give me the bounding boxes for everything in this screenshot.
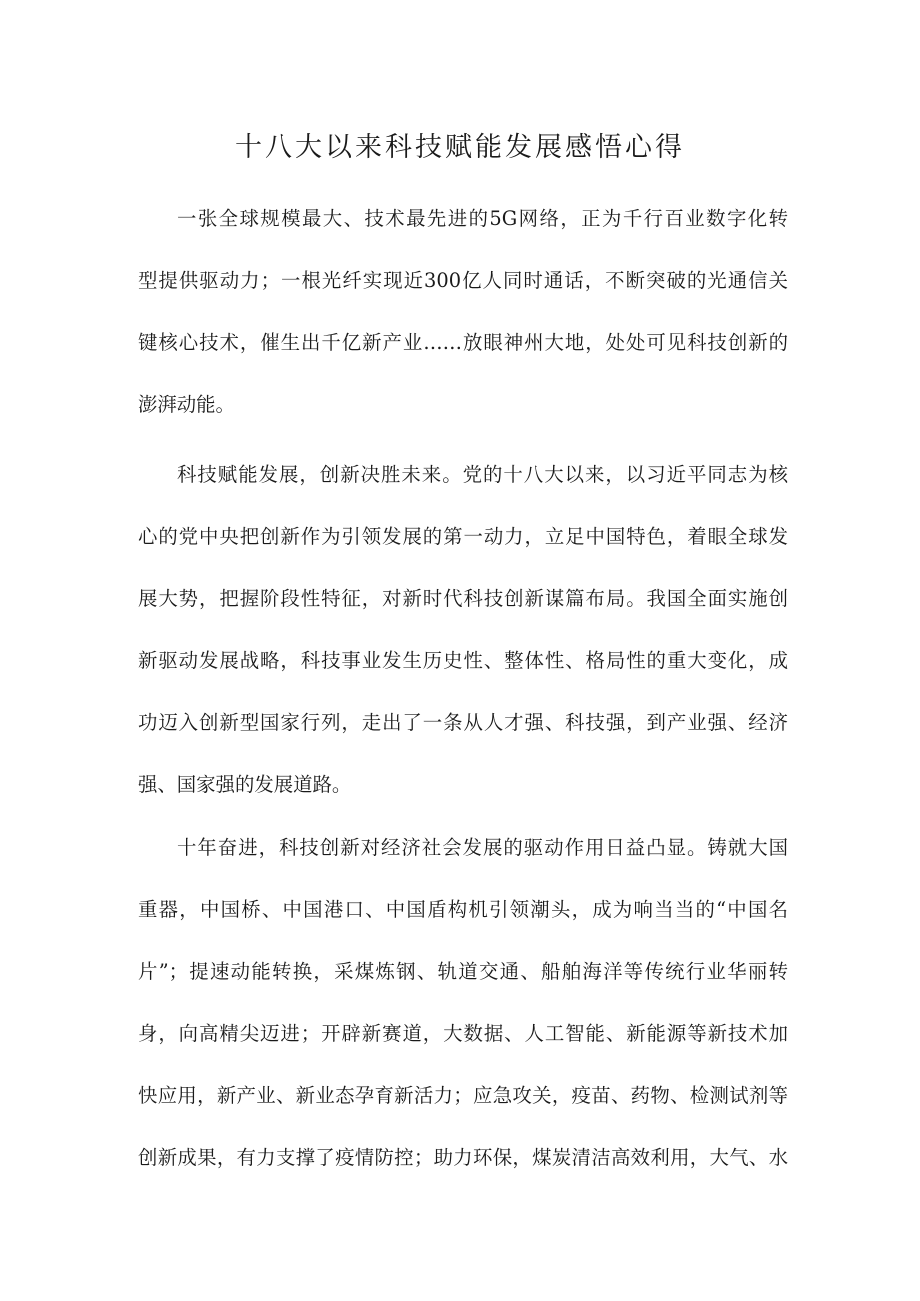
document-title: 十八大以来科技赋能发展感悟心得 bbox=[235, 132, 685, 163]
paragraph-line: 十年奋进，科技创新对经济社会发展的驱动作用日益凸显。铸就大国 bbox=[177, 836, 788, 859]
paragraph-2 bbox=[138, 444, 788, 816]
paragraph-line: 一张全球规模最大、技术最先进的5G网络，正为千行百业数字化转 bbox=[177, 207, 788, 230]
paragraph-line: 展大势，把握阶段性特征，对新时代科技创新谋篇布局。我国全面实施创 bbox=[138, 587, 788, 610]
paragraph-line: 心的党中央把创新作为引领发展的第一动力，立足中国特色，着眼全球发 bbox=[138, 525, 788, 548]
paragraph-line: 创新成果，有力支撑了疫情防控；助力环保，煤炭清洁高效利用，大气、水 bbox=[138, 1146, 788, 1169]
paragraph-line: 功迈入创新型国家行列，走出了一条从人才强、科技强，到产业强、经济 bbox=[138, 711, 788, 734]
paragraph-line: 身，向高精尖迈进；开辟新赛道，大数据、人工智能、新能源等新技术加 bbox=[138, 1022, 788, 1045]
paragraph-line: 片”；提速动能转换，采煤炼钢、轨道交通、船舶海洋等传统行业华丽转 bbox=[138, 960, 788, 983]
paragraph-line: 键核心技术，催生出千亿新产业……放眼神州大地，处处可见科技创新的 bbox=[138, 331, 788, 354]
paragraph-line: 快应用，新产业、新业态孕育新活力；应急攻关，疫苗、药物、检测试剂等 bbox=[138, 1084, 788, 1107]
paragraph-line: 型提供驱动力；一根光纤实现近300亿人同时通话，不断突破的光通信关 bbox=[138, 269, 788, 292]
paragraph-line: 新驱动发展战略，科技事业发生历史性、整体性、格局性的重大变化，成 bbox=[138, 649, 788, 672]
paragraph-line: 重器，中国桥、中国港口、中国盾构机引领潮头，成为响当当的“中国名 bbox=[138, 898, 788, 921]
paragraph-line: 科技赋能发展，创新决胜未来。党的十八大以来，以习近平同志为核 bbox=[177, 463, 788, 486]
paragraph-line: 强、国家强的发展道路。 bbox=[138, 773, 352, 796]
paragraph-line: 澎湃动能。 bbox=[138, 393, 235, 416]
paragraph-1 bbox=[138, 188, 788, 436]
paragraph-3 bbox=[138, 817, 788, 1189]
